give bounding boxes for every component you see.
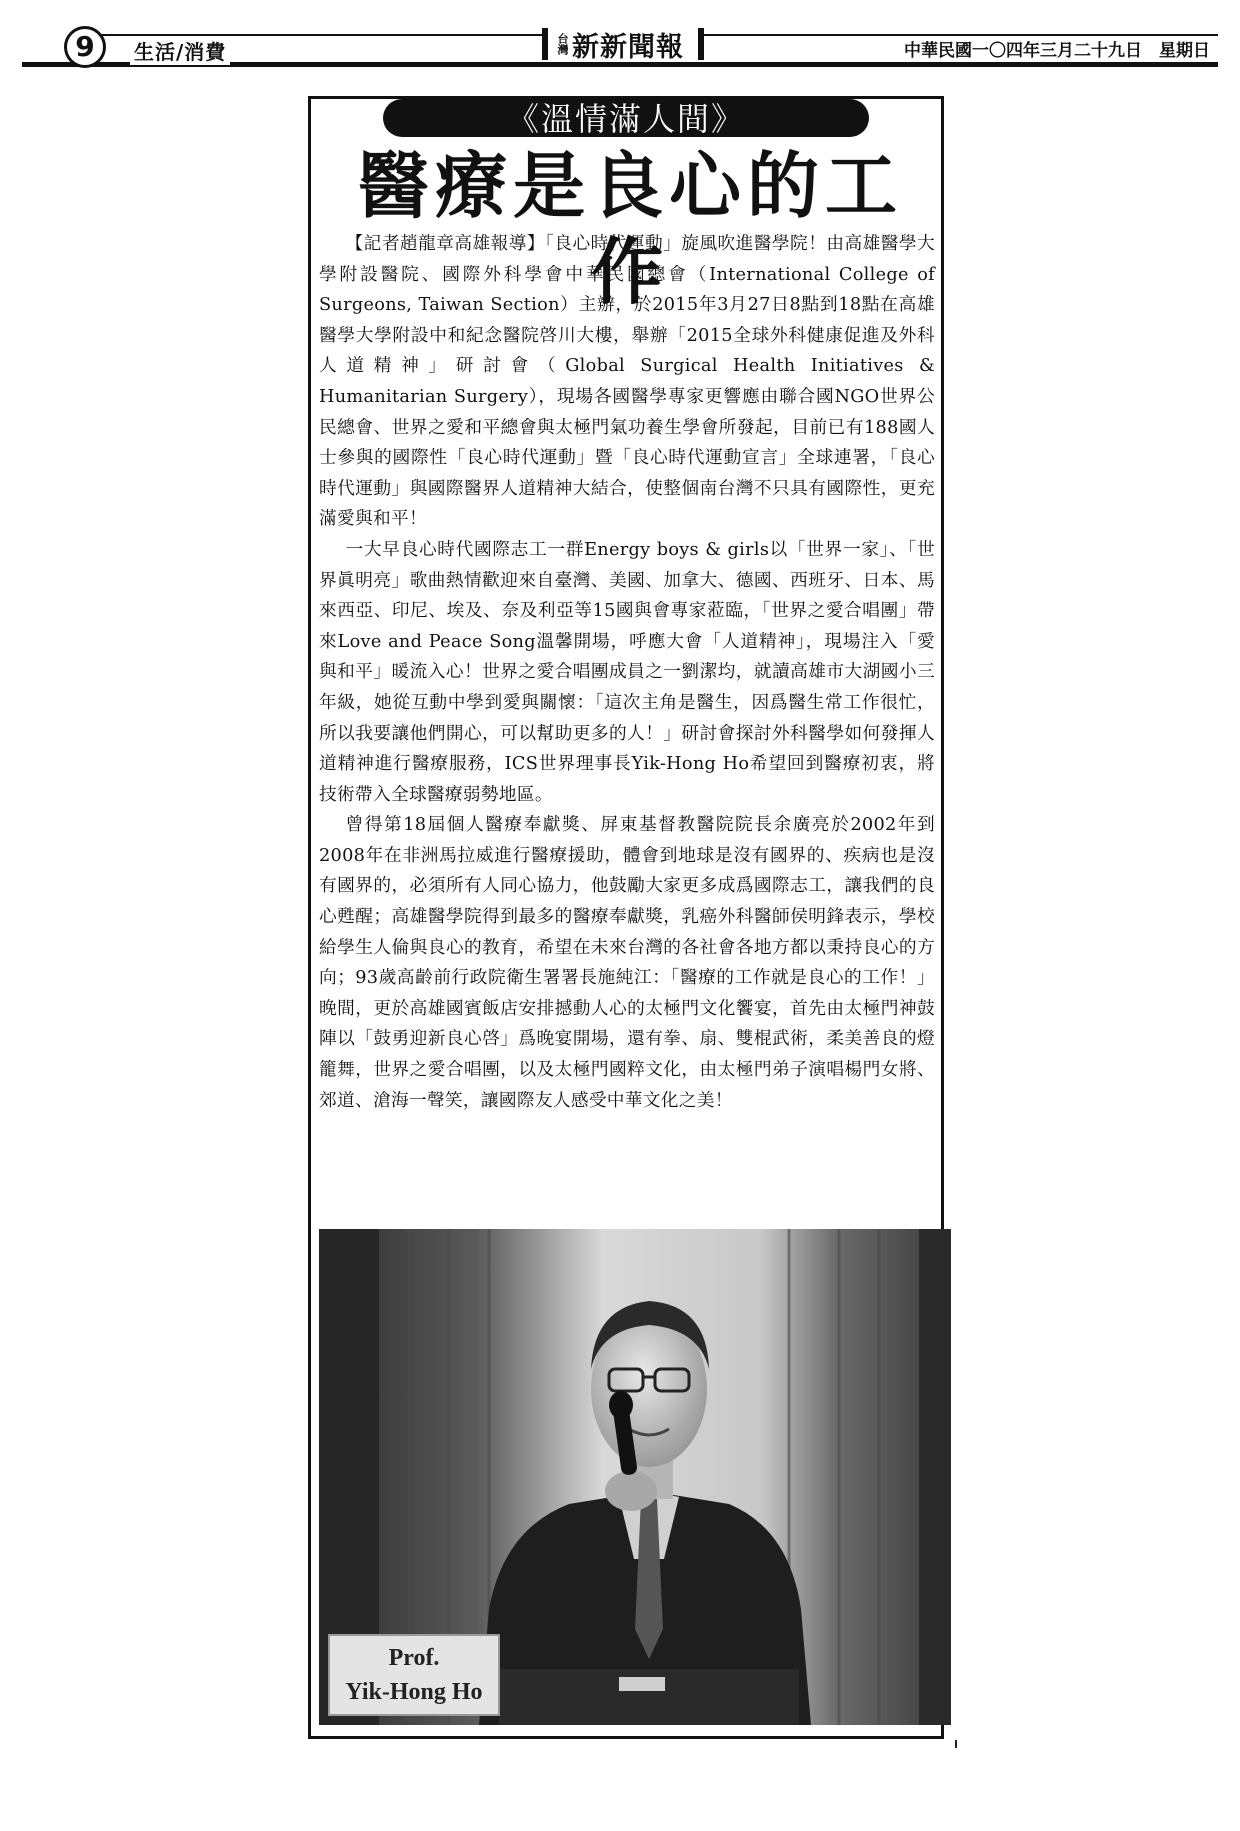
article-body (319, 229, 935, 1116)
article-paragraph-2: 一大早良心時代國際志工一群Energy boys & girls以「世界一家」、「世界眞明亮」歌曲熱情歡迎來自臺灣、美國、加拿大、德國、西班牙、日本、馬來西亞、印尼、埃及、奈及利亞等15國與會專家蒞臨，「世界之愛合唱團」帶來Love and Peace Song溫馨開場，呼應大會「人道精神」，現場注入「愛與和平」暖流入心！世界之愛合唱團成員之一劉潔均，就讀高雄市大湖國小三年級，她從互動中學到愛與關懷：「這次主角是醫生，因爲醫生常工作很忙，所以我要讓他們開心，可以幫助更多的人！」研討會探討外科醫學如何發揮人道精神進行醫療服務，ICS世界理事長Yik-Hong Ho希望回到醫療初衷，將技術帶入全球醫療弱勢地區。 (319, 539, 935, 805)
article-headline: 醫療是良心的工作 (356, 144, 903, 314)
nameplate-line-2: Yik-Hong Ho (345, 1679, 483, 1705)
newspaper-logo-name: 新新聞報 (572, 31, 684, 63)
nameplate-line-1: Prof. (388, 1645, 440, 1671)
article-frame (308, 96, 944, 1739)
margin-mark (955, 1740, 957, 1748)
section-label: 生活/消費 (130, 36, 230, 65)
newspaper-logo-tag: 台灣 (556, 33, 569, 55)
issue-date: 中華民國一〇四年三月二十九日 星期日 (898, 36, 1210, 61)
article-subtitle: 《溫情滿人間》 (383, 99, 869, 137)
article-paragraph-1: 【記者趙龍章高雄報導】「良心時代運動」旋風吹進醫學院！由高雄醫學大學附設醫院、國際外科學會中華民國總會（International College of Surgeons, Taiwan Section）主辦，於2015年3月27日8點到18點在高雄醫學大學附設中和紀念醫院啓川大樓，舉辦「2015全球外科健康促進及外科人道精神」研討會（Global Surgical Health Initiatives & Humanitarian Surgery），現場各國醫學專家更響應由聯合國NGO世界公民總會、世界之愛和平總會與太極門氣功養生學會所發起，目前已有188國人士參與的國際性「良心時代運動」暨「良心時代運動宣言」全球連署，「良心時代運動」與國際醫界人道精神大結合，使整個南台灣不只具有國際性，更充滿愛與和平！ (319, 234, 935, 530)
newspaper-logo (542, 28, 704, 63)
speaker-photo (319, 1229, 951, 1725)
masthead (22, 26, 1218, 64)
article-paragraph-3: 曾得第18屆個人醫療奉獻獎、屏東基督教醫院院長余廣亮於2002年到2008年在非洲馬拉威進行醫療援助，體會到地球是沒有國界的、疾病也是沒有國界的，必須所有人同心協力，他鼓勵大家更多成爲國際志工，讓我們的良心甦醒；高雄醫學院得到最多的醫療奉獻獎，乳癌外科醫師侯明鋒表示，學校給學生人倫與良心的教育，希望在未來台灣的各社會各地方都以秉持良心的方向；93歲高齡前行政院衛生署署長施純江：「醫療的工作就是良心的工作！」晚間，更於高雄國賓飯店安排撼動人心的太極門文化饗宴，首先由太極門神鼓陣以「鼓勇迎新良心啓」爲晚宴開場，還有拳、扇、雙棍武術，柔美善良的燈籠舞，世界之愛合唱團，以及太極門國粹文化，由太極門弟子演唱楊門女將、郊道、滄海一聲笑，讓國際友人感受中華文化之美！ (319, 815, 935, 1111)
page-number: 9 (64, 26, 106, 68)
